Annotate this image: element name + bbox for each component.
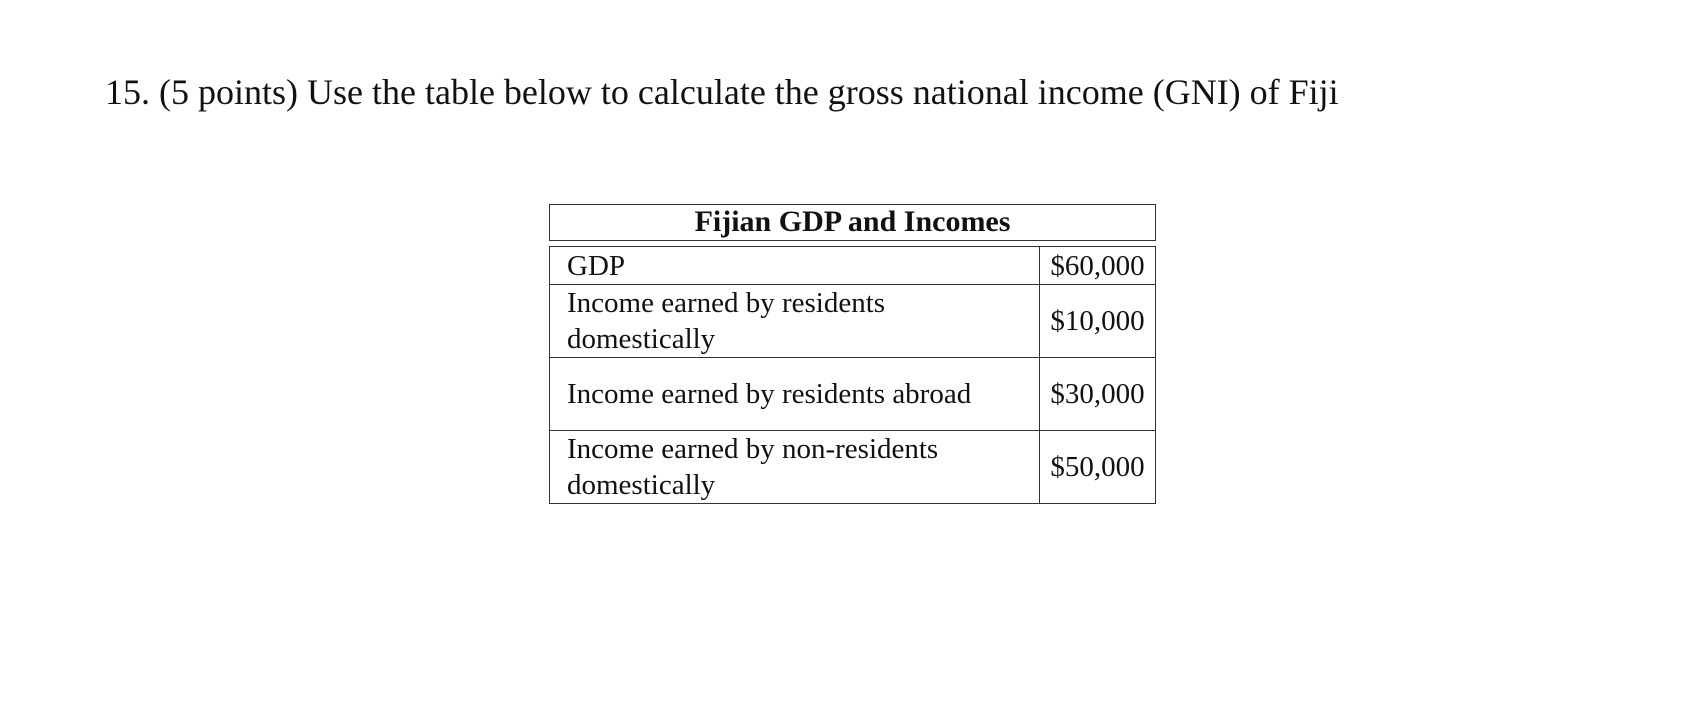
- question-text: 15. (5 points) Use the table below to calculate the gross national income (GNI) of Fiji: [105, 72, 1339, 112]
- table-row: [550, 358, 1156, 431]
- row-value: $30,000: [1040, 358, 1156, 431]
- row-value: $60,000: [1040, 247, 1156, 285]
- table-row: [550, 247, 1156, 285]
- row-label: GDP: [550, 247, 1040, 285]
- row-label: Income earned by non-residents domestically: [550, 431, 1040, 504]
- data-table: [549, 246, 1156, 504]
- income-table: [549, 204, 1156, 504]
- table-row: [550, 285, 1156, 358]
- row-label: Income earned by residents abroad: [550, 358, 1040, 431]
- table-row: [550, 431, 1156, 504]
- table-caption: Fijian GDP and Incomes: [549, 204, 1156, 241]
- row-label: Income earned by residents domestically: [550, 285, 1040, 358]
- row-value: $10,000: [1040, 285, 1156, 358]
- row-value: $50,000: [1040, 431, 1156, 504]
